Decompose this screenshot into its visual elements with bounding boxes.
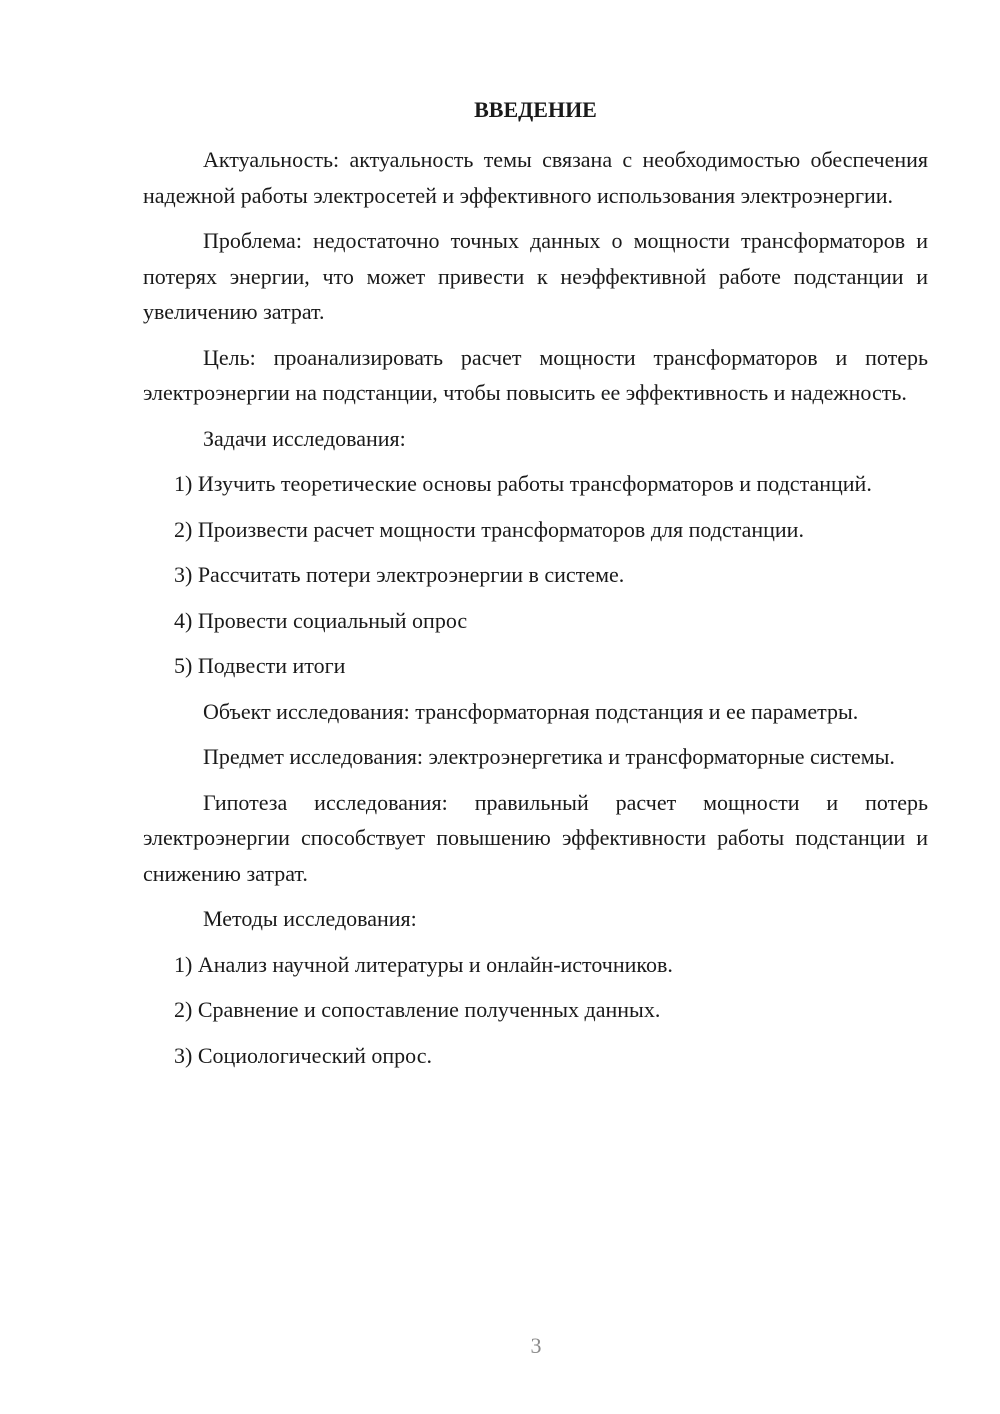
list-item-task-1: 1) Изучить теоретические основы работы трансформаторов и подстанций. — [174, 471, 872, 496]
list-item-task-4: 4) Провести социальный опрос — [174, 607, 468, 633]
paragraph-tasks-heading: Задачи исследования: — [203, 425, 406, 451]
list-item-method-2: 2) Сравнение и сопоставление полученных данных. — [174, 997, 661, 1022]
paragraph-methods-heading: Методы исследования: — [203, 906, 417, 931]
list-item-method-1: 1) Анализ научной литературы и онлайн-источников. — [174, 951, 673, 977]
list-item-method-3: 3) Социологический опрос. — [174, 1042, 432, 1068]
paragraph-hypothesis: Гипотеза исследования: правильный расчет мощности и потерь электроэнергии способствует повышению эффективности работы подстанции и снижению затрат. — [143, 789, 928, 886]
list-item-task-2: 2) Произвести расчет мощности трансформаторов для подстанции. — [174, 516, 804, 542]
paragraph-object: Объект исследования: трансформаторная подстанция и ее параметры. — [203, 698, 859, 724]
paragraph-goal: Цель: проанализировать расчет мощности трансформаторов и потерь электроэнергии на подстанции, чтобы повысить ее эффективность и надежность. — [143, 344, 928, 405]
paragraph-problem: Проблема: недостаточно точных данных о мощности трансформаторов и потерях энергии, что может привести к неэффективной работе подстанции и увеличению затрат. — [143, 228, 928, 324]
list-item-task-3: 3) Рассчитать потери электроэнергии в системе. — [174, 562, 625, 587]
section-title: ВВЕДЕНИЕ — [474, 97, 597, 122]
page-number: 3 — [530, 1333, 542, 1358]
list-item-task-5: 5) Подвести итоги — [174, 653, 346, 678]
page-content — [143, 92, 928, 1083]
paragraph-relevance: Актуальность: актуальность темы связана с необходимостью обеспечения надежной работы электросетей и эффективного использования электроэнергии. — [143, 147, 928, 208]
paragraph-subject: Предмет исследования: электроэнергетика и трансформаторные системы. — [203, 744, 895, 769]
